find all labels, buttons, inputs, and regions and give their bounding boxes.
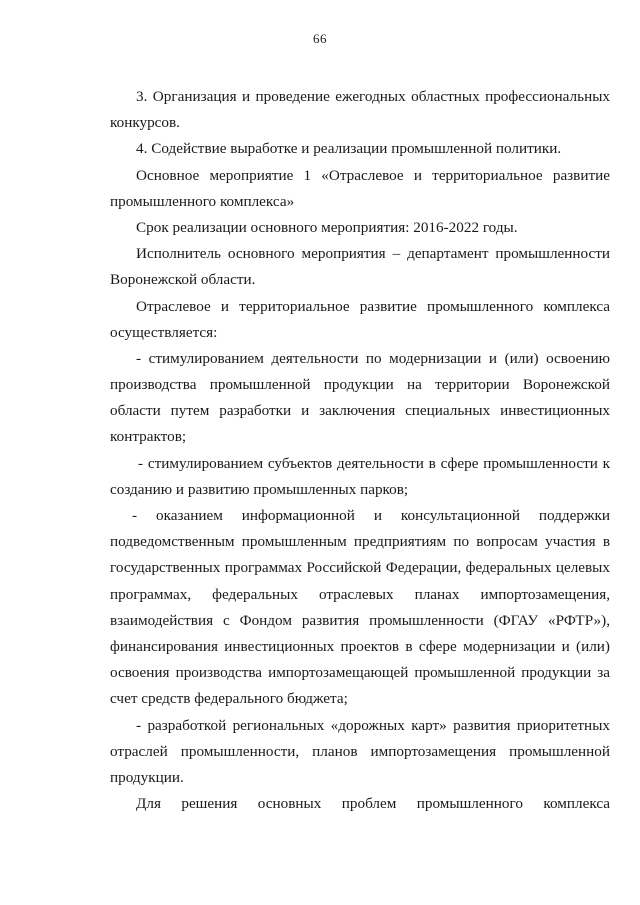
paragraph-line: продукции. [110, 768, 184, 786]
paragraph-line: - стимулированием деятельности по модернизации и (или) освоению [136, 349, 610, 367]
paragraph-line: осуществляется: [110, 323, 218, 341]
paragraph-line: Воронежской области. [110, 271, 256, 289]
paragraph-line: - разработкой региональных «дорожных карт» развития приоритетных [136, 716, 610, 734]
paragraph-line: Основное мероприятие 1 «Отраслевое и территориальное развитие [136, 166, 610, 184]
paragraph-line: - стимулированием субъектов деятельности в сфере промышленности к [138, 454, 610, 472]
paragraph-line: 4. Содействие выработке и реализации промышленной политики. [136, 140, 562, 158]
paragraph-line: взаимодействия с Фондом развития промышленности (ФГАУ «РФТР»), [110, 611, 610, 629]
paragraph-line: программах, федеральных отраслевых планах импортозамещения, [110, 585, 610, 603]
paragraph-line: 3. Организация и проведение ежегодных областных профессиональных [136, 88, 610, 105]
paragraph-line: производства промышленной продукции на территории Воронежской [110, 376, 610, 394]
paragraph-line: области путем разработки и заключения специальных инвестиционных [110, 402, 610, 420]
paragraph-line: счет средств федерального бюджета; [110, 690, 348, 708]
paragraph-line: подведомственным промышленным предприятиям по вопросам участия в [110, 533, 610, 551]
paragraph-line: освоения производства импортозамещающей промышленной продукции за [110, 664, 610, 682]
paragraph-line: отраслей промышленности, планов импортозамещения промышленной [110, 742, 610, 760]
paragraph-line: государственных программах Российской Федерации, федеральных целевых [110, 559, 610, 577]
paragraph-line: промышленного комплекса» [110, 192, 295, 210]
paragraph-line: Для решения основных проблем промышленного комплекса [136, 795, 610, 813]
paragraph-line: Исполнитель основного мероприятия – департамент промышленности [136, 245, 610, 263]
document-body [110, 84, 610, 817]
paragraph-line: - оказанием информационной и консультационной поддержки [132, 507, 610, 524]
paragraph-line: Срок реализации основного мероприятия: 2016-2022 годы. [136, 218, 518, 236]
paragraph-line: созданию и развитию промышленных парков; [110, 480, 409, 498]
paragraph-line: Отраслевое и территориальное развитие промышленного комплекса [136, 297, 610, 315]
paragraph-line: финансирования инвестиционных проектов в сфере модернизации и (или) [110, 637, 610, 655]
paragraph-line: конкурсов. [110, 114, 180, 132]
page-number: 66 [313, 31, 327, 46]
paragraph-line: контрактов; [110, 428, 187, 446]
